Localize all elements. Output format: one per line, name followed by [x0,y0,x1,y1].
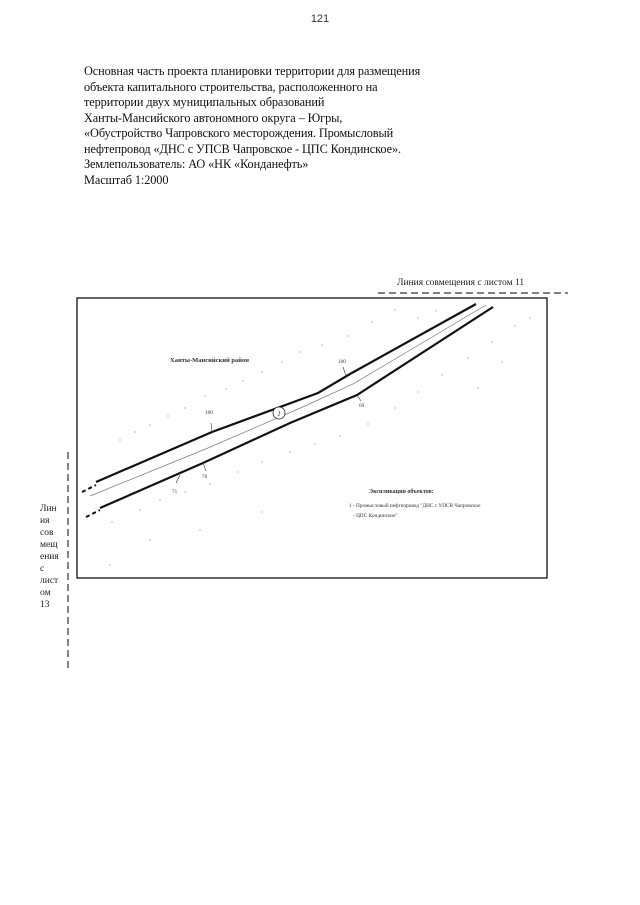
heading-line: Основная часть проекта планировки территории для размещения [84,64,421,78]
point-label: 100 [205,410,213,416]
heading-line: объекта капитального строительства, расположенного на [84,79,378,94]
alignment-left-fragment: Лин [40,504,57,514]
survey-dots [109,309,530,565]
page-number: 121 [310,13,330,25]
object-marker-number: 1 [277,410,281,418]
heading-line: «Обустройство Чапровского месторождения. Промысловый [84,126,394,140]
point-label: 71 [172,489,178,495]
heading-line: Масштаб 1:2000 [84,172,169,187]
alignment-left-fragment: 13 [40,600,50,610]
alignment-line-label-top: Линия совмещения с листом 11 [397,278,525,288]
heading-line: Землепользователь: АО «НК «Конданефть» [84,157,309,171]
corridor-boundary-upper [96,304,476,482]
point-label: 70 [202,474,208,480]
heading-line: территории двух муниципальных образований [84,95,325,109]
alignment-left-fragment: ом [40,588,51,598]
corridor-boundary-lower [100,307,493,508]
district-label: Ханты-Мансийский район [170,357,249,364]
corridor-boundary-upper-dash [82,485,96,492]
alignment-left-fragment: ия [40,516,50,526]
heading-line: нефтепровод «ДНС с УПСВ Чапровское - ЦПС Кондинское». [84,141,401,156]
alignment-left-fragment: с [40,564,45,574]
legend-item-line1: 1 - Промысловый нефтепровод "ДНС с УПСВ Чапровское [349,503,481,509]
corridor-boundary-lower-dash [86,510,100,517]
pipeline-centerline [90,305,486,496]
legend-item-line2: - ЦПС Кондинское" [353,513,398,519]
heading-line: Ханты-Мансийского автономного округа – Югры, [84,110,343,125]
legend-title: Экспликация объектов: [369,489,434,495]
point-label: 69 [359,403,365,409]
alignment-left-fragment: сов [40,528,54,538]
alignment-left-fragment: лист [40,576,59,586]
alignment-left-fragment: ения [40,552,59,562]
point-label: 100 [338,359,346,365]
map-frame [77,298,547,578]
alignment-left-fragment: мещ [40,540,58,550]
